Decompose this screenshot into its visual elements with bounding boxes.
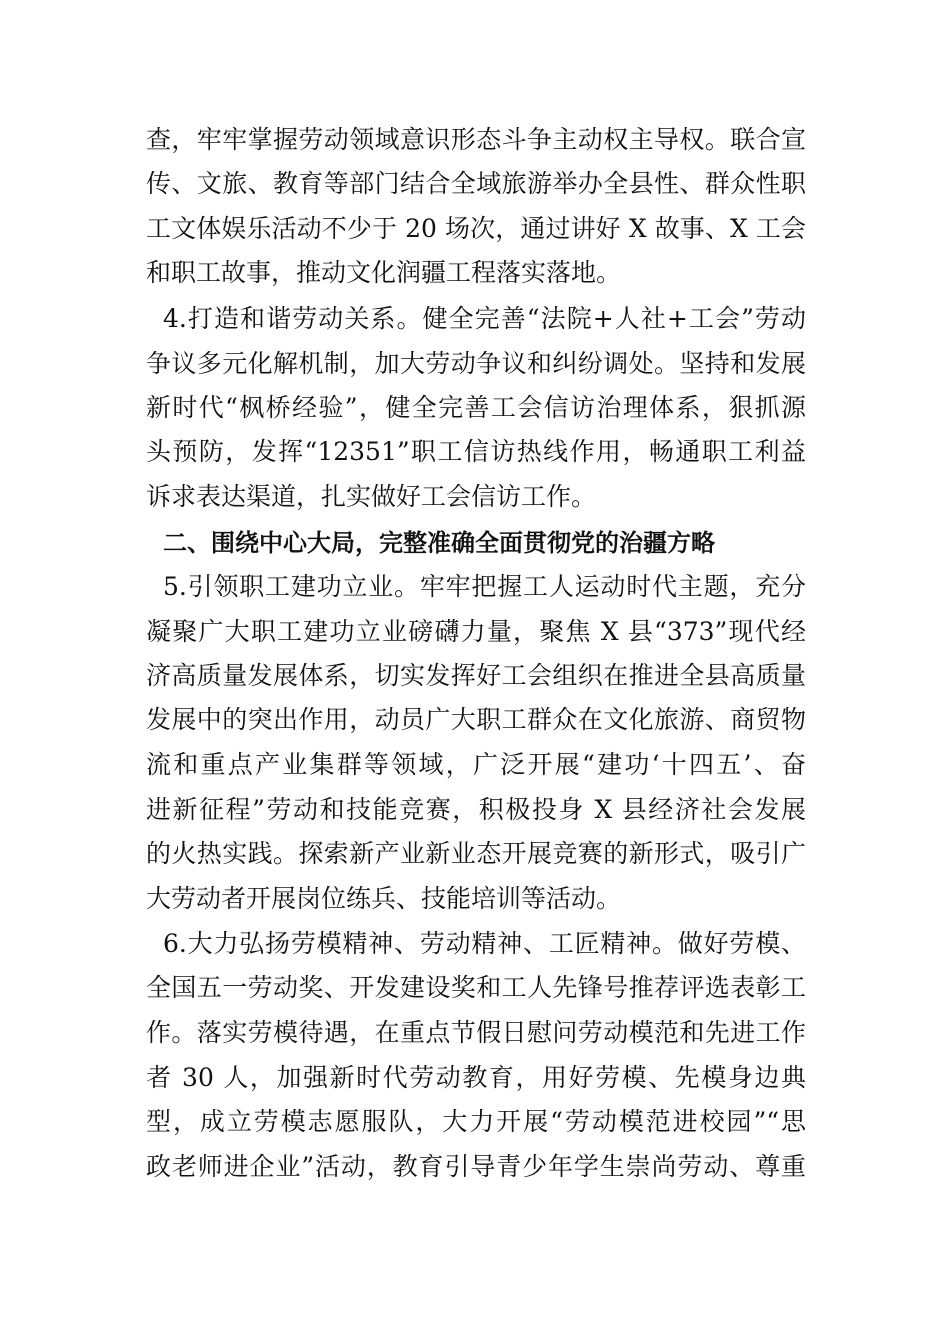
paragraph-line: 大劳动者开展岗位练兵、技能培训等活动。 [146, 884, 622, 913]
paragraph-line: 6.大力弘扬劳模精神、劳动精神、工匠精神。做好劳模、 [163, 929, 806, 958]
paragraph-line: 查，牢牢掌握劳动领域意识形态斗争主动权主导权。联合宣 [146, 125, 806, 154]
paragraph-line: 4.打造和谐劳动关系。健全完善“法院+人社+工会”劳动 [163, 304, 806, 333]
paragraph-line: 济高质量发展体系，切实发挥好工会组织在推进全县高质量 [146, 661, 806, 690]
paragraph-line: 诉求表达渠道，扎实做好工会信访工作。 [146, 482, 597, 511]
paragraph-line: 型，成立劳模志愿服队，大力开展“劳动模范进校园”“思 [146, 1107, 806, 1136]
paragraph-line: 争议多元化解机制，加大劳动争议和纠纷调处。坚持和发展 [146, 349, 806, 378]
paragraph-line: 新时代“枫桥经验”，健全完善工会信访治理体系，狠抓源 [146, 393, 806, 422]
paragraph-line: 作。落实劳模待遇，在重点节假日慰问劳动模范和先进工作 [146, 1018, 806, 1047]
paragraph-line: 全国五一劳动奖、开发建设奖和工人先锋号推荐评选表彰工 [146, 973, 806, 1002]
paragraph-line: 工文体娱乐活动不少于 20 场次，通过讲好 X 故事、X 工会 [146, 214, 806, 243]
paragraph-line: 传、文旅、教育等部门结合全域旅游举办全县性、群众性职 [146, 169, 806, 198]
paragraph-line: 和职工故事，推动文化润疆工程落实落地。 [146, 258, 622, 287]
paragraph-line: 流和重点产业集群等领域，广泛开展“建功‘十四五’、奋 [146, 750, 806, 779]
paragraph-line: 者 30 人，加强新时代劳动教育，用好劳模、先模身边典 [146, 1063, 806, 1092]
section-heading: 二、围绕中心大局，完整准确全面贯彻党的治疆方略 [163, 529, 715, 557]
paragraph-line: 头预防，发挥“12351”职工信访热线作用，畅通职工利益 [146, 437, 806, 466]
paragraph-line: 发展中的突出作用，动员广大职工群众在文化旅游、商贸物 [146, 705, 806, 734]
paragraph-line: 的火热实践。探索新产业新业态开展竞赛的新形式，吸引广 [146, 839, 806, 868]
paragraph-line: 政老师进企业”活动，教育引导青少年学生崇尚劳动、尊重 [146, 1152, 806, 1181]
paragraph-line: 凝聚广大职工建功立业磅礴力量，聚焦 X 县“373”现代经 [146, 617, 806, 646]
paragraph-line: 进新征程”劳动和技能竞赛，积极投身 X 县经济社会发展 [146, 795, 806, 824]
paragraph-line: 5.引领职工建功立业。牢牢把握工人运动时代主题，充分 [163, 572, 806, 601]
